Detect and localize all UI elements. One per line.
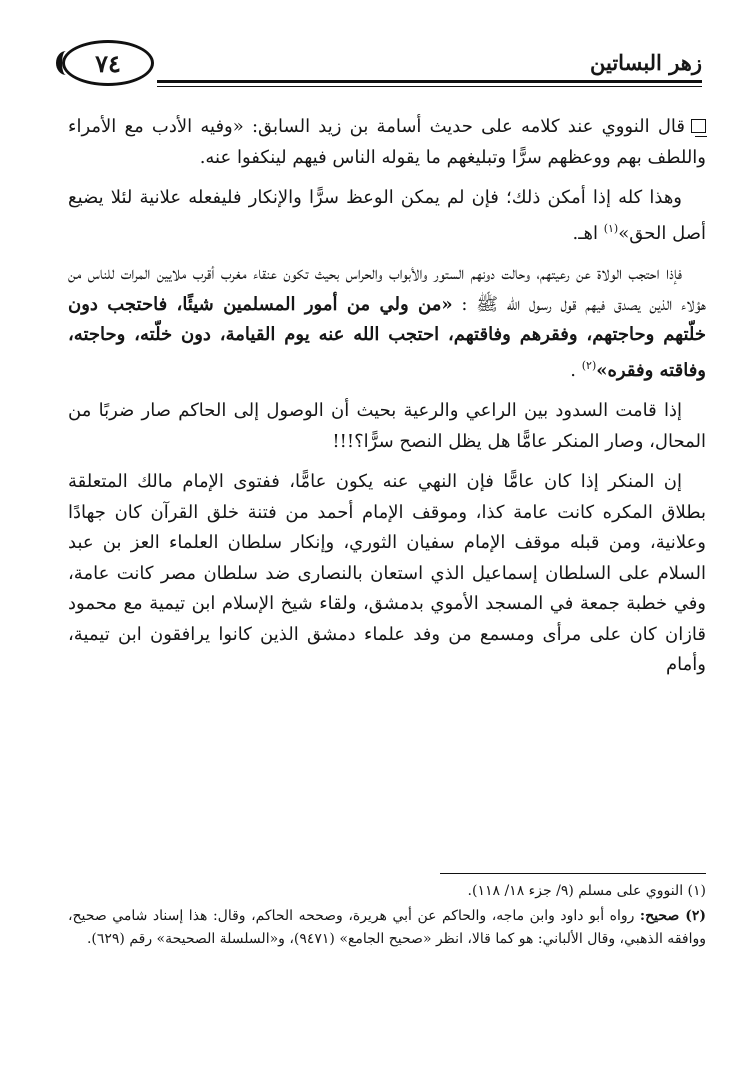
paragraph-3-text: فإذا احتجب الولاة عن رعيتهم، وحالت دونهم الستور والأبواب والحراس بحيث تكون عنقاء مغرب أقرب ملايين المرات للناس من هؤلاء الذين يصدق فيهم قول رسول الله ﷺ :	[68, 263, 706, 315]
paragraph-5-text: إن المنكر إذا كان عامًّا فإن النهي عنه يكون عامًّا، ففتوى الإمام مالك المتعلقة بطلاق المكره كانت عامة كذا، وموقف الإمام أحمد من فتنة خلق القرآن كان جهادًا وعلانية، ومن قبله موقف الإمام سفيان الثوري، وإنكار سلطان العلماء العز بن عبد السلام على السلطان إسماعيل الذي استعان بالنصارى ضد سلطان مصر كانت عامة، وفي خطبة جمعة في المسجد الأموي بدمشق، ولقاء شيخ الإسلام ابن تيمية مع محمود قازان كان على مرأى ومسمع من وفد علماء دمشق الذين كانوا يرافقون ابن تيمية، وأمام	[68, 471, 706, 675]
running-title: زهر البساتين	[590, 50, 702, 75]
footnote-ref-1: (١)	[603, 221, 619, 235]
paragraph-3-end: .	[570, 359, 582, 381]
paragraph-2	[68, 183, 706, 249]
footnote-ref-2: (٢)	[581, 358, 597, 372]
paragraph-2-text: وهذا كله إذا أمكن ذلك؛ فإن لم يمكن الوعظ سرًّا والإنكار فليفعله علانية لئلا يضيع أصل الحق»	[68, 187, 706, 244]
main-text	[68, 112, 706, 691]
paragraph-1-text: قال النووي عند كلامه على حديث أسامة بن زيد السابق: «وفيه الأدب مع الأمراء واللطف بهم ووعظهم سرًّا وتبليغهم ما يقوله الناس فيهم لينكفوا عنه.	[68, 116, 706, 168]
footnote-2-text: رواه أبو داود وابن ماجه، والحاكم عن أبي هريرة، وصححه الحاكم، وقال: هذا إسناد شامي صحيح، ووافقه الذهبي، وقال الألباني: هو كما قالا، انظر «صحيح الجامع» (٩٤٧١)، و«السلسلة الصحيحة» رقم (٦٢٩).	[68, 908, 706, 947]
footnotes	[68, 880, 706, 953]
page-header	[62, 36, 702, 96]
footnote-1: (١) النووي على مسلم (٩/ جزء ١٨/ ١١٨).	[467, 883, 706, 899]
header-rule	[157, 80, 702, 83]
footnote-2-label: (٢) صحيح:	[639, 908, 706, 924]
paragraph-5	[68, 467, 706, 681]
footnote-2	[68, 905, 706, 951]
paragraph-2-end: اهـ.	[572, 222, 604, 244]
quote-box-icon	[691, 119, 706, 133]
paragraph-1	[68, 112, 706, 173]
paragraph-4	[68, 396, 706, 457]
page-number: ٧٤	[62, 40, 154, 86]
hadith-quote: «من ولي من أمور المسلمين شيئًا، فاحتجب دون خلّتهم وحاجتهم، وفقرهم وفاقتهم، احتجب الله عنه يوم القيامة، دون خلّته، وحاجته، وفاقته وفقره»	[68, 293, 706, 381]
paragraph-4-text: إذا قامت السدود بين الراعي والرعية بحيث أن الوصول إلى الحاكم صار ضربًا من المحال، وصار المنكر عامًّا هل يظل النصح سرًّا؟!!!	[68, 400, 706, 452]
footnote-rule	[440, 873, 706, 874]
paragraph-3	[68, 259, 706, 386]
